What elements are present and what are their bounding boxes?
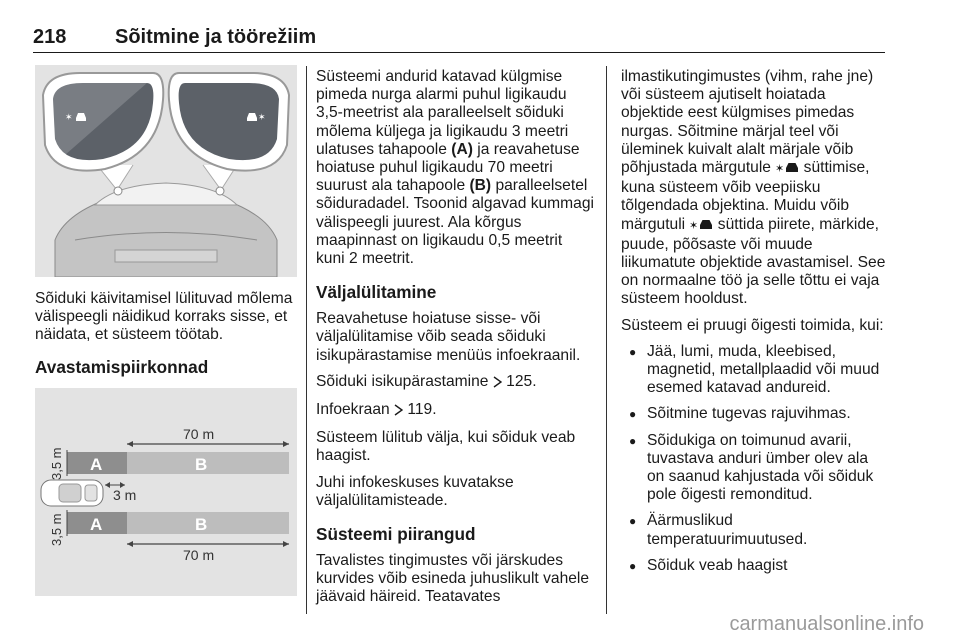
figure-caption: Sõiduki käivitamisel lülituvad mõlema välispeegli näidikud korraks sisse, et näidata, et süsteem töötab. — [35, 290, 293, 344]
dim-bottom-label: 70 m — [183, 547, 215, 563]
svg-text:✶: ✶ — [258, 113, 266, 123]
mirror-illustration — [35, 65, 297, 277]
list-item: ● Jää, lumi, muda, kleebised, magnetid, metallplaadid või muud esemed katavad andureid. — [621, 343, 889, 398]
section-heading: Avastamispiirkonnad — [35, 356, 209, 377]
svg-text:✶: ✶ — [65, 113, 73, 123]
right-column — [621, 68, 889, 583]
detection-zones-diagram — [35, 388, 297, 596]
paragraph: Süsteem ei pruugi õigesti toimida, kui: — [621, 316, 884, 334]
page-title: Sõitmine ja töörežiim — [115, 26, 317, 48]
watermark: carmanualsonline.info — [729, 613, 924, 635]
zone-b-ref: (B) — [469, 177, 492, 195]
svg-text:✶: ✶ — [775, 162, 785, 175]
section-heading: Väljalülitamine — [316, 282, 437, 303]
paragraph: Reavahetuse hoiatuse sisse- või väljalülitamise võib seada sõiduki isikupärastamise menüüs infoekraanil. — [316, 310, 581, 364]
list-item: ● Sõidukiga on toimunud avarii, tuvastava anduri ümber olev ala on saanud kahjustada või sõiduk pole õigesti remonditud. — [621, 432, 889, 505]
zone-a-label-bottom: A — [90, 515, 103, 534]
car-top-view — [41, 480, 103, 506]
page-number: 218 — [33, 26, 67, 48]
column-divider — [306, 66, 307, 614]
page-reference-arrow-icon — [493, 375, 502, 393]
left-mirror — [43, 73, 163, 171]
zones-illustration — [35, 388, 297, 596]
blind-spot-warning-icon — [689, 218, 713, 236]
zone-b-top — [127, 452, 289, 474]
left-column — [35, 290, 300, 385]
page-header — [33, 22, 885, 53]
blind-spot-warning-icon — [775, 161, 799, 179]
dim-top-label: 70 m — [183, 426, 215, 442]
dim-left-top-label: 3,5 m — [49, 447, 64, 480]
paragraph: Süsteemi andurid katavad külgmise pimeda nurga alarmi puhul ligikaudu 3,5-meetrist ala paralleelselt sõiduki mõlema küljega ja ligikaudu 3 meetri ulatuses tahapoole (A) ja reavahetuse hoiatuse puhul ligikaudu 70 meetri suurust ala tahapoole (B) paralleelsetel sõiduradadel. Tsoonid algavad kummagi välispeegli juurest. Ala kõrgus maapinnast on ligikaudu 0,5 meetrit kuni 2 meetrit. — [316, 68, 594, 268]
svg-text:✶: ✶ — [689, 218, 699, 231]
conditions-list — [621, 343, 889, 575]
list-item: ● Sõitmine tugevas rajuvihmas. — [621, 405, 889, 423]
zone-a-label: A — [90, 455, 103, 474]
zone-b-label-bottom: B — [195, 515, 208, 534]
section-heading: Süsteemi piirangud — [316, 524, 476, 545]
page-reference-arrow-icon — [394, 403, 403, 421]
zone-a-ref: (A) — [451, 140, 473, 158]
zone-b-label: B — [195, 455, 208, 474]
cross-reference: Sõiduki isikupärastamine 125. — [316, 373, 594, 393]
mirror-indicator-figure — [35, 65, 297, 277]
zone-b-bottom — [127, 512, 289, 534]
dim-left-bottom-label: 3,5 m — [49, 513, 64, 546]
dim-gap-label: 3 m — [113, 487, 137, 503]
right-mirror — [169, 73, 289, 171]
list-item: ● Sõiduk veab haagist — [621, 557, 889, 575]
column-divider — [606, 66, 607, 614]
list-item: ● Äärmuslikud temperatuurimuutused. — [621, 512, 889, 548]
cross-reference: Infoekraan 119. — [316, 401, 594, 421]
paragraph: ilmastikutingimustes (vihm, rahe jne) või süsteem ajutiselt hoiatada objektide eest külgmises pimedas nurgas. Sõitmine märjal teel või üleminek kuivalt alalt märjale võib põhjustada märgutule ✶ süttimise, kuna süsteem võib veepiisku tõlgendada objektina. Muidu võib märgutuli ✶ süttida piirete, märkide, puude, põõsaste või muude liikumatute objektide avastamisel. See on normaalne töö ja selle tõttu ei vaja süsteem hooldust. — [621, 68, 886, 308]
paragraph: Süsteem lülitub välja, kui sõiduk veab haagist. — [316, 429, 576, 465]
paragraph: Tavalistes tingimustes või järskudes kurvides võib esineda juhuslikult vahele jäävaid häireid. Teatavates — [316, 552, 590, 606]
middle-column — [316, 68, 594, 615]
paragraph: Juhi infokeskuses kuvatakse väljalülitamisteade. — [316, 473, 514, 509]
